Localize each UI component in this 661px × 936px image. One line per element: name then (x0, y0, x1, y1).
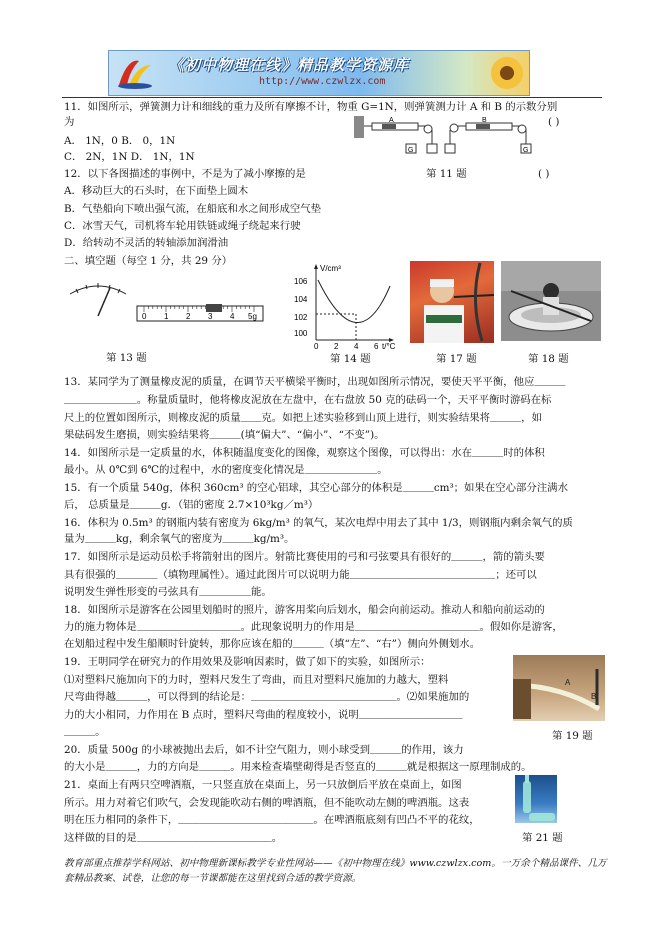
fig13-tick-0: 0 (142, 312, 147, 321)
archer-icon (410, 261, 494, 343)
q14-line2: 最小。从 0℃到 6℃的过程中，水的密度变化情况是＿＿＿＿＿＿＿。 (64, 464, 388, 476)
fig19-ruler-photo (513, 655, 605, 721)
q19-line2: ⑴对塑料尺施加向下的力时，塑料尺发生了弯曲，而且对塑料尺施加的力越大，塑料 (64, 674, 449, 686)
fig11-label-g2: G (523, 147, 529, 154)
q12-option-b: B．气垫船向下喷出强气流，在船底和水之间形成空气垫 (64, 203, 322, 215)
sunflower-icon (491, 57, 523, 89)
fig19-label-b: B (591, 692, 597, 701)
fig11-caption: 第 11 题 (426, 168, 467, 180)
fig13-balance-pointer (66, 280, 130, 318)
fig14-ytick-102: 102 (294, 313, 308, 322)
q21-line1: 21．桌面上有两只空啤酒瓶，一只竖直放在桌面上，另一只放倒后平放在桌面上，如图 (64, 779, 462, 791)
bottle-icon (515, 775, 557, 823)
q13-line1: 13．某同学为了测量橡皮泥的质量，在调节天平横梁平衡时，出现如图所示情况，要使天平平衡，他应＿＿＿ (64, 376, 566, 388)
q12-option-c: C．冰雪天气，司机将车轮用铁链或绳子绕起来行驶 (64, 220, 301, 232)
q13-line3: 尺上的位置如图所示，则橡皮泥的质量＿＿克。如把上述实验移到山顶上进行，则实验结果将＿＿＿，如 (64, 412, 542, 424)
q13-line2: ＿＿＿＿＿＿＿。称量质量时，他将橡皮泥放在左盘中，在右盘放 50 克的砝码一个，天平平衡时游码在标 (64, 394, 552, 406)
fig17-caption: 第 17 题 (436, 353, 477, 365)
fig17-archer-photo (410, 261, 494, 343)
q14-line1: 14．如图所示是一定质量的水，体积随温度变化的图像，观察这个图像，可以得出：水在＿＿＿时的体积 (64, 447, 545, 459)
fig11-label-a: A (389, 117, 394, 124)
header-banner (108, 50, 530, 96)
fig13-tick-1: 1 (164, 312, 169, 321)
q12-answer-paren: ( ) (538, 168, 550, 180)
q16-line1: 16．体积为 0.5m³ 的钢瓶内装有密度为 6kg/m³ 的氧气，某次电焊中用去了其中 1/3，则钢瓶内剩余氧气的质 (64, 517, 573, 529)
q15-line2: 后， 总质量是＿＿＿g．（铝的密度 2.7×10³kg／m³） (64, 499, 319, 511)
q19-line5: ＿＿＿。 (64, 726, 106, 738)
fig13-rider-scale (136, 302, 266, 324)
q16-line2: 量为＿＿＿kg，剩余氧气的密度为＿＿＿kg/m³。 (64, 533, 295, 545)
q13-line4: 果砝码发生磨损，则实验结果将＿＿＿(填“偏大”、“偏小”、“不变”)。 (64, 429, 385, 441)
fig14-xlabel: t/°C (382, 342, 396, 350)
fig11-spring-scales (352, 114, 532, 162)
q17-line1: 17．如图所示是运动员松手将箭射出的图片。射箭比赛使用的弓和弓弦要具有很好的＿＿＿，箭的箭头要 (64, 551, 545, 563)
fig14-ylabel: V/cm³ (320, 264, 341, 273)
q17-line2: 具有很强的＿＿＿＿（填物理属性）。通过此图片可以说明力能＿＿＿＿＿＿＿＿＿＿＿＿＿＿；还可以 (64, 569, 537, 581)
fig21-caption: 第 21 题 (522, 832, 563, 844)
q19-line1: 19．王明同学在研究力的作用效果及影响因素时，做了如下的实验，如图所示： (64, 656, 431, 668)
fig14-xtick-2: 2 (334, 342, 339, 350)
fig14-ytick-104: 104 (294, 295, 308, 304)
q18-line3: 在划船过程中发生船顺时针旋转，那你应该在船的＿＿＿（填“左”、“右”）侧向外侧划水。 (64, 638, 481, 650)
fig11-label-b: B (482, 117, 487, 124)
q19-line4: 力的大小相同，力作用在 B 点时，塑料尺弯曲的程度较小，说明＿＿＿＿＿＿＿＿＿＿ (64, 709, 463, 721)
q19-line3: 尺弯曲得越＿＿＿，可以得到的结论是：＿＿＿＿＿＿＿＿＿＿＿＿＿＿。⑵如果施加的 (64, 691, 470, 703)
ruler-icon (513, 655, 605, 721)
fig14-caption: 第 14 题 (330, 353, 371, 365)
fig14-ytick-106: 106 (294, 277, 308, 286)
header-divider (62, 97, 602, 98)
q15-line1: 15．有一个质量 540g，体积 360cm³ 的空心铝球，其空心部分的体积是＿＿＿cm³；如果在空心部分注满水 (64, 482, 568, 494)
q21-line4: 这样做的目的是＿＿＿＿＿＿＿＿＿＿＿＿＿。 (64, 832, 283, 844)
fig13-tick-5: 5g (248, 312, 257, 321)
q11-stem-cont: 为 (64, 116, 75, 128)
fig14-xtick-4: 4 (354, 342, 359, 350)
section-2-heading: 二、填空题（每空 1 分，共 29 分） (64, 255, 233, 267)
fig13-tick-2: 2 (186, 312, 191, 321)
q11-stem: 11．如图所示，弹簧测力计和细线的重力及所有摩擦不计，物重 G=1N，则弹簧测力计 A 和 B 的示数分别 (64, 101, 558, 113)
fig13-tick-4: 4 (230, 312, 235, 321)
q20-line1: 20．质量 500g 的小球被抛出去后，如不计空气阻力，则小球受到＿＿＿的作用，该力 (64, 744, 464, 756)
q17-line3: 说明发生弹性形变的弓弦具有＿＿＿＿＿能。 (64, 586, 272, 598)
fig13-caption: 第 13 题 (106, 352, 147, 364)
fig14-xtick-6: 6 (374, 342, 379, 350)
fig18-caption: 第 18 题 (528, 353, 569, 365)
q12-option-a: A．移动巨大的石头时，在下面垫上圆木 (64, 185, 249, 197)
footer-line2: 套精品教案、试卷，让您的每一节课都能在这里找到合适的教学资源。 (64, 873, 362, 884)
q21-line3: 明在压力相同的条件下，＿＿＿＿＿＿＿＿＿＿＿＿＿。在啤酒瓶底刻有凹凸不平的花纹， (64, 814, 480, 826)
banner-url[interactable]: http://www.czwlzx.com (259, 76, 386, 87)
q12-option-d: D．给转动不灵活的转轴添加润滑油 (64, 237, 229, 249)
footer-line1: 教育部重点推荐学科网站、初中物理新课标教学专业性网站——《初中物理在线》www.czwlzx.com。一万余个精品课件、几万 (64, 858, 607, 869)
q18-line2: 力的施力物体是＿＿＿＿＿＿＿＿＿＿。此现象说明力的作用是＿＿＿＿＿＿＿＿＿＿＿＿。假如你是游客， (64, 621, 563, 633)
fig14-volume-graph (288, 262, 398, 350)
fig11-label-g1: G (408, 147, 414, 154)
banner-title: 《初中物理在线》精品教学资源库 (169, 56, 410, 74)
fig14-ytick-100: 100 (294, 329, 308, 338)
q20-line2: 的大小是＿＿＿，力的方向是＿＿＿。用来检查墙壁砌得是否竖直的＿＿＿就是根据这一原理制成的。 (64, 761, 532, 773)
q12-stem: 12．以下各图描述的事例中，不是为了减小摩擦的是 (64, 168, 306, 180)
q21-line2: 所示。用力对着它们吹气，会发现能吹动右侧的啤酒瓶，但不能吹动左侧的啤酒瓶。这表 (64, 797, 470, 809)
fig21-bottles-photo (515, 775, 557, 823)
q18-line1: 18．如图所示是游客在公园里划船时的照片，游客用桨向后划水，船会向前运动。推动人和船向前运动的 (64, 604, 545, 616)
fig19-caption: 第 19 题 (552, 730, 593, 742)
fig13-tick-3: 3 (208, 312, 213, 321)
rowboat-icon (501, 261, 601, 341)
q11-options-cd: C． 2N，1N D． 1N，1N (64, 151, 195, 163)
logo-icon (115, 55, 155, 91)
fig19-label-a: A (565, 678, 571, 687)
fig14-xtick-0: 0 (314, 342, 319, 350)
q11-answer-paren: ( ) (548, 116, 560, 128)
fig18-boat-photo (501, 261, 601, 341)
q11-options-ab: A． 1N，0 B． 0，1N (64, 135, 176, 147)
